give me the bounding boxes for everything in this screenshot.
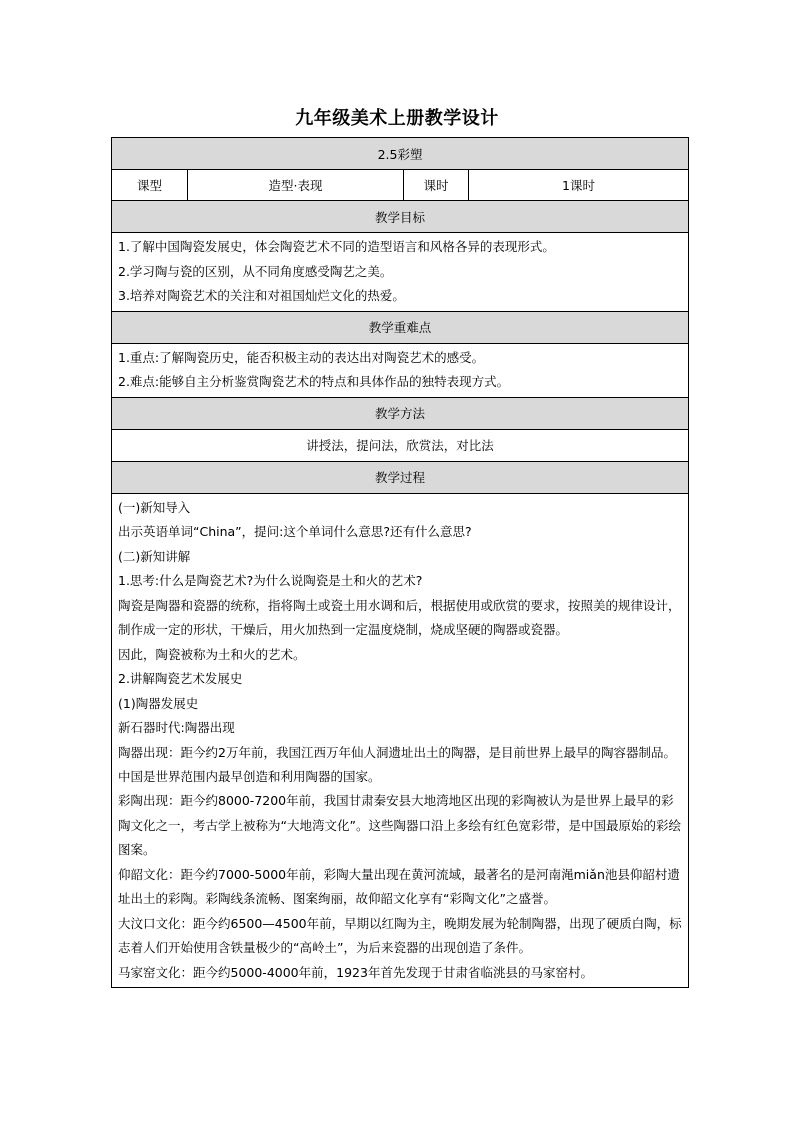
objectives-header: 教学目标 — [112, 201, 689, 233]
process-paragraph: 大汶口文化：距今约6500—4500年前，早期以红陶为主，晚期发展为轮制陶器，出现了硬质白陶，标志着人们开始使用含铁量极少的“高岭土”，为后来瓷器的出现创造了条件。 — [118, 915, 682, 956]
methods-text: 讲授法，提问法，欣赏法，对比法 — [112, 429, 689, 461]
objective-item: 1.了解中国陶瓷发展史，体会陶瓷艺术不同的造型语言和风格各异的表现形式。 — [118, 239, 555, 254]
process-line: 因此，陶瓷被称为土和火的艺术。 — [118, 646, 306, 662]
lesson-hours-value: 1课时 — [469, 170, 689, 201]
process-line: (1)陶器发展史 — [118, 695, 199, 711]
objectives-list — [112, 233, 689, 312]
lesson-hours-label: 课时 — [404, 170, 469, 201]
process-header: 教学过程 — [112, 461, 689, 493]
process-line: 出示英语单词“China”，提问:这个单词什么意思?还有什么意思? — [118, 524, 472, 540]
process-line: 中国是世界范围内最早创造和利用陶器的国家。 — [118, 768, 381, 784]
process-content — [112, 493, 689, 987]
process-line: (一)新知导入 — [118, 499, 191, 515]
process-line: 1.思考:什么是陶瓷艺术?为什么说陶瓷是土和火的艺术? — [118, 573, 423, 589]
process-paragraph: 陶瓷是陶器和瓷器的统称，指将陶土或瓷土用水调和后，根据使用或欣赏的要求，按照美的规律设计，制作成一定的形状，干燥后，用火加热到一定温度烧制，烧成坚硬的陶器或瓷器。 — [118, 597, 681, 638]
lesson-title: 2.5彩塑 — [112, 138, 689, 170]
lesson-type-label: 课型 — [112, 170, 188, 201]
key-point-item: 2.难点:能够自主分析鉴赏陶瓷艺术的特点和具体作品的独特表现方式。 — [118, 374, 510, 390]
objective-item: 2.学习陶与瓷的区别，从不同角度感受陶艺之美。 — [118, 263, 393, 279]
document-title: 九年级美术上册教学设计 — [295, 108, 499, 129]
process-line: 马家窑文化：距今约5000-4000年前，1923年首先发现于甘肃省临洮县的马家窑村。 — [118, 964, 593, 980]
key-point-item: 1.重点:了解陶瓷历史，能否积极主动的表达出对陶瓷艺术的感受。 — [118, 349, 485, 365]
process-paragraph: 仰韶文化：距今约7000-5000年前，彩陶大量出现在黄河流域，最著名的是河南渑miǎn池县仰韶村遗址出土的彩陶。彩陶线条流畅、图案绚丽，故仰韶文化享有“彩陶文化”之盛誉。 — [118, 866, 680, 907]
lesson-plan-table — [111, 137, 689, 988]
process-line: 2.讲解陶瓷艺术发展史 — [118, 671, 243, 687]
key-points-list — [112, 343, 689, 397]
key-points-header: 教学重难点 — [112, 311, 689, 343]
process-paragraph: 陶器出现：距今约2万年前，我国江西万年仙人洞遗址出土的陶器，是目前世界上最早的陶容器制品。 — [118, 744, 676, 760]
lesson-type-value: 造型·表现 — [188, 170, 404, 201]
process-line: 新石器时代:陶器出现 — [118, 720, 235, 736]
methods-header: 教学方法 — [112, 397, 689, 429]
objective-item: 3.培养对陶瓷艺术的关注和对祖国灿烂文化的热爱。 — [118, 288, 405, 304]
process-line: (二)新知讲解 — [118, 548, 191, 564]
process-paragraph: 彩陶出现：距今约8000-7200年前，我国甘肃秦安县大地湾地区出现的彩陶被认为是世界上最早的彩陶文化之一，考古学上被称为“大地湾文化”。这些陶器口沿上多绘有红色宽彩带，是中国最原始的彩绘图案。 — [118, 793, 681, 858]
